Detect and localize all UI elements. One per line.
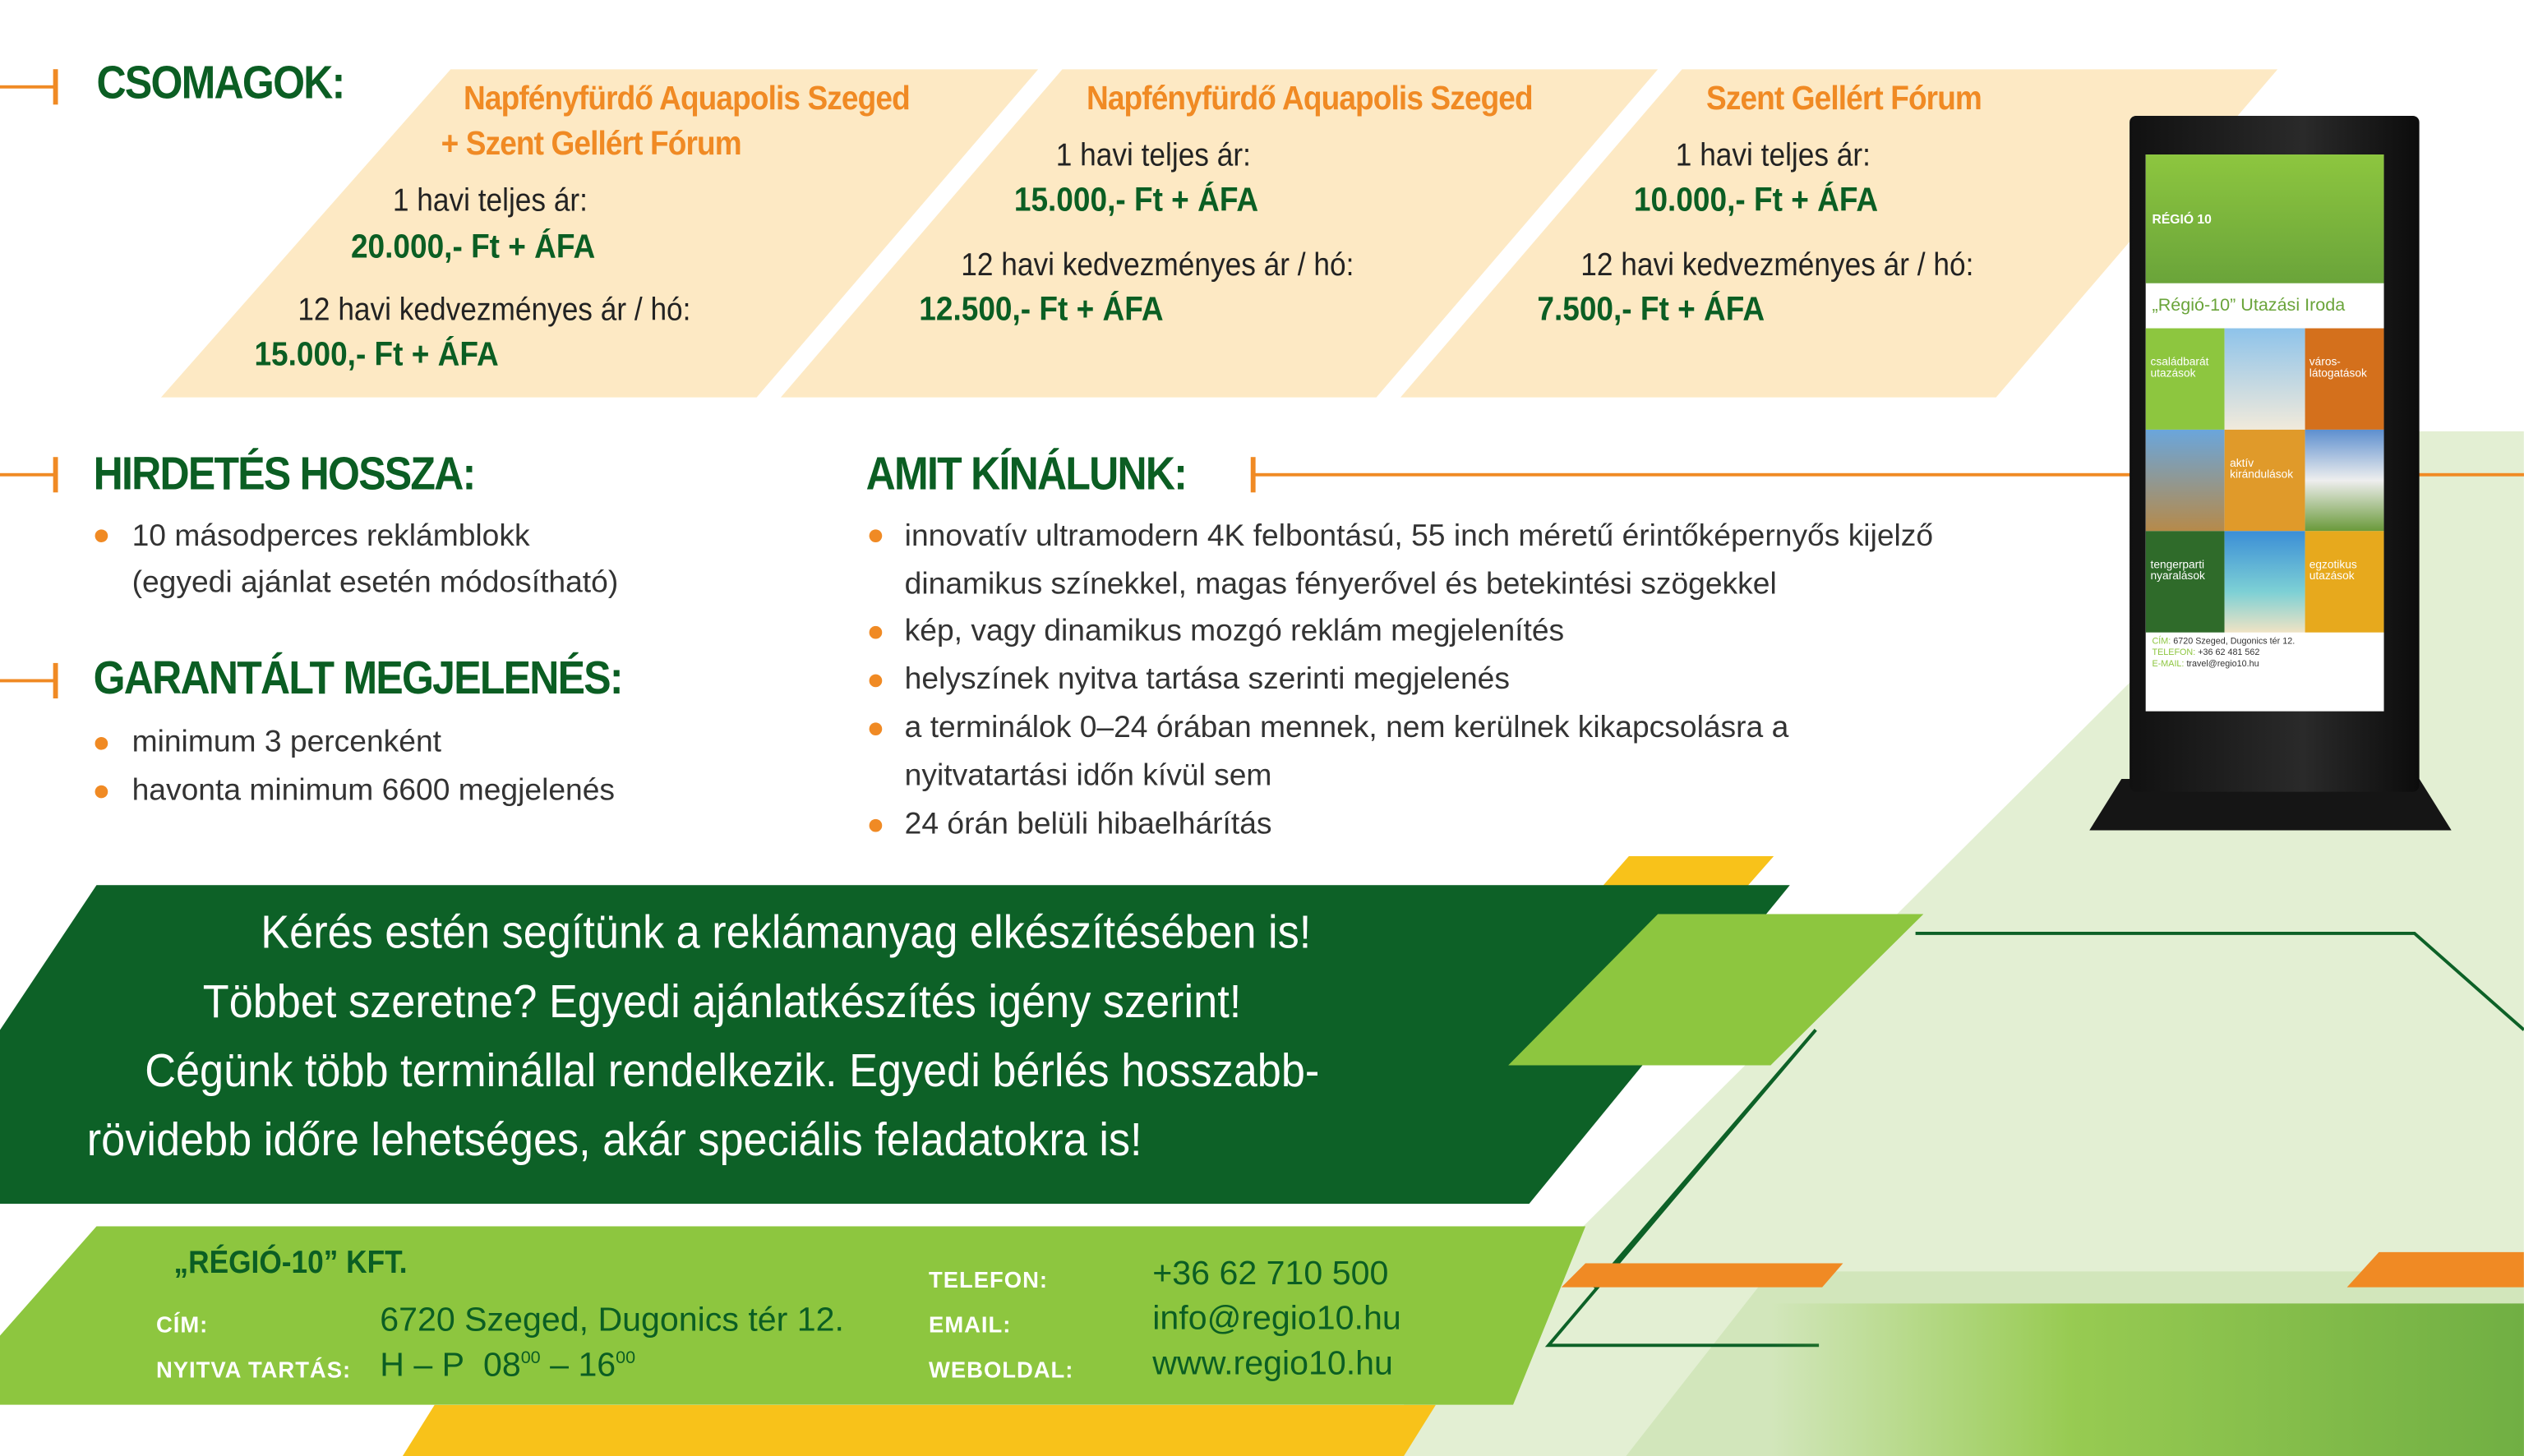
kiosk-photo [2305,430,2384,531]
kiosk-photo [2146,430,2226,531]
banner-line: Többet szeretne? Egyedi ajánlatkészítés igény szerint! [202,976,1242,1029]
offer-item: a terminálok 0–24 órában mennek, nem kerülnek kikapcsolásra a [904,711,1789,745]
package-label: 1 havi teljes ár: [1675,138,1871,174]
ad-length-item: (egyedi ajánlat esetén módosítható) [132,566,619,601]
kiosk-tile: egzotikus utazások [2305,531,2384,632]
offer-item: dinamikus színekkel, magas fényerővel és betekintési szögekkel [904,568,1777,602]
opening-hours: H – P $08^{00} - 16^{00}$ [380,1347,636,1385]
offer-item: kép, vagy dinamikus mozgó reklám megjelenítés [904,615,1565,649]
address-label: CÍM: [155,1311,209,1338]
company-name: „RÉGIÓ-10” KFT. [173,1245,408,1281]
guaranteed-item: minimum 3 percenként [132,726,442,760]
phone-label: TELEFON: [929,1266,1048,1292]
package-label: 12 havi kedvezményes ár / hó: [961,247,1354,283]
package-price: 7.500,- Ft + ÁFA [1537,291,1765,329]
package-label: 12 havi kedvezményes ár / hó: [298,293,691,329]
package-title: Szent Gellért Fórum [1706,80,1982,117]
package-title: Napfényfürdő Aquapolis Szeged [464,80,910,117]
kiosk-tile: családbarát utazások [2146,329,2226,430]
banner-line: rövidebb időre lehetséges, akár speciális feladatokra is! [86,1115,1142,1167]
package-price: 20.000,- Ft + ÁFA [350,228,596,266]
kiosk-photo [2225,329,2305,430]
web-label: WEBOLDAL: [929,1357,1074,1383]
kiosk-title: „Régió-10” Utazási Iroda [2152,296,2346,316]
packages-heading: CSOMAGOK: [96,58,344,110]
package-title: + Szent Gellért Fórum [441,125,741,163]
kiosk-tile: aktív kirándulások [2225,430,2305,531]
banner-line: Cégünk több terminállal rendelkezik. Egyedi bérlés hosszabb- [145,1046,1320,1098]
guaranteed-heading: GARANTÁLT MEGJELENÉS: [93,653,622,705]
phone-link[interactable]: +36 62 710 500 [1152,1255,1389,1292]
package-price: 10.000,- Ft + ÁFA [1633,182,1879,219]
kiosk-logo: RÉGIÓ 10 [2152,212,2212,228]
kiosk-photo [2225,531,2305,632]
email-label: EMAIL: [929,1311,1012,1338]
kiosk-screen: RÉGIÓ 10 „Régió-10” Utazási Iroda családbarát utazások város-látogatások aktív kirándulások tengerparti nyaralások egzotikus utazások CÍM: 6720 Szeged, Dugonics tér 12. TELEFON: +36 62 481 562 E-MAIL: travel@regio10.hu [2146,154,2384,712]
website-link[interactable]: www.regio10.hu [1152,1345,1393,1383]
hours-label: NYITVA TARTÁS: [155,1357,352,1383]
offer-item: innovatív ultramodern 4K felbontású, 55 inch méretű érintőképernyős kijelző [904,519,1934,554]
package-price: 15.000,- Ft + ÁFA [254,336,499,374]
email-link[interactable]: info@regio10.hu [1152,1300,1401,1338]
guaranteed-item: havonta minimum 6600 megjelenés [132,774,616,809]
package-label: 1 havi teljes ár: [392,183,588,219]
package-title: Napfényfürdő Aquapolis Szeged [1086,80,1533,117]
ad-length-item: 10 másodperces reklámblokk [132,519,530,554]
ad-length-heading: HIRDETÉS HOSSZA: [93,449,475,501]
kiosk-tile: város-látogatások [2305,329,2384,430]
offer-item: 24 órán belüli hibaelhárítás [904,808,1272,842]
address: 6720 Szeged, Dugonics tér 12. [380,1302,844,1339]
kiosk-tile: tengerparti nyaralások [2146,531,2226,632]
package-price: 15.000,- Ft + ÁFA [1013,182,1259,219]
offer-heading: AMIT KÍNÁLUNK: [865,449,1187,501]
package-label: 12 havi kedvezményes ár / hó: [1580,247,1974,283]
package-price: 12.500,- Ft + ÁFA [919,291,1164,329]
arrows-pattern [1770,1303,2524,1456]
banner-line: Kérés estén segítünk a reklámanyag elkészítésében is! [261,907,1312,960]
package-label: 1 havi teljes ár: [1055,138,1251,174]
offer-item: helyszínek nyitva tartása szerinti megjelenés [904,662,1511,698]
offer-item: nyitvatartási időn kívül sem [904,759,1272,794]
